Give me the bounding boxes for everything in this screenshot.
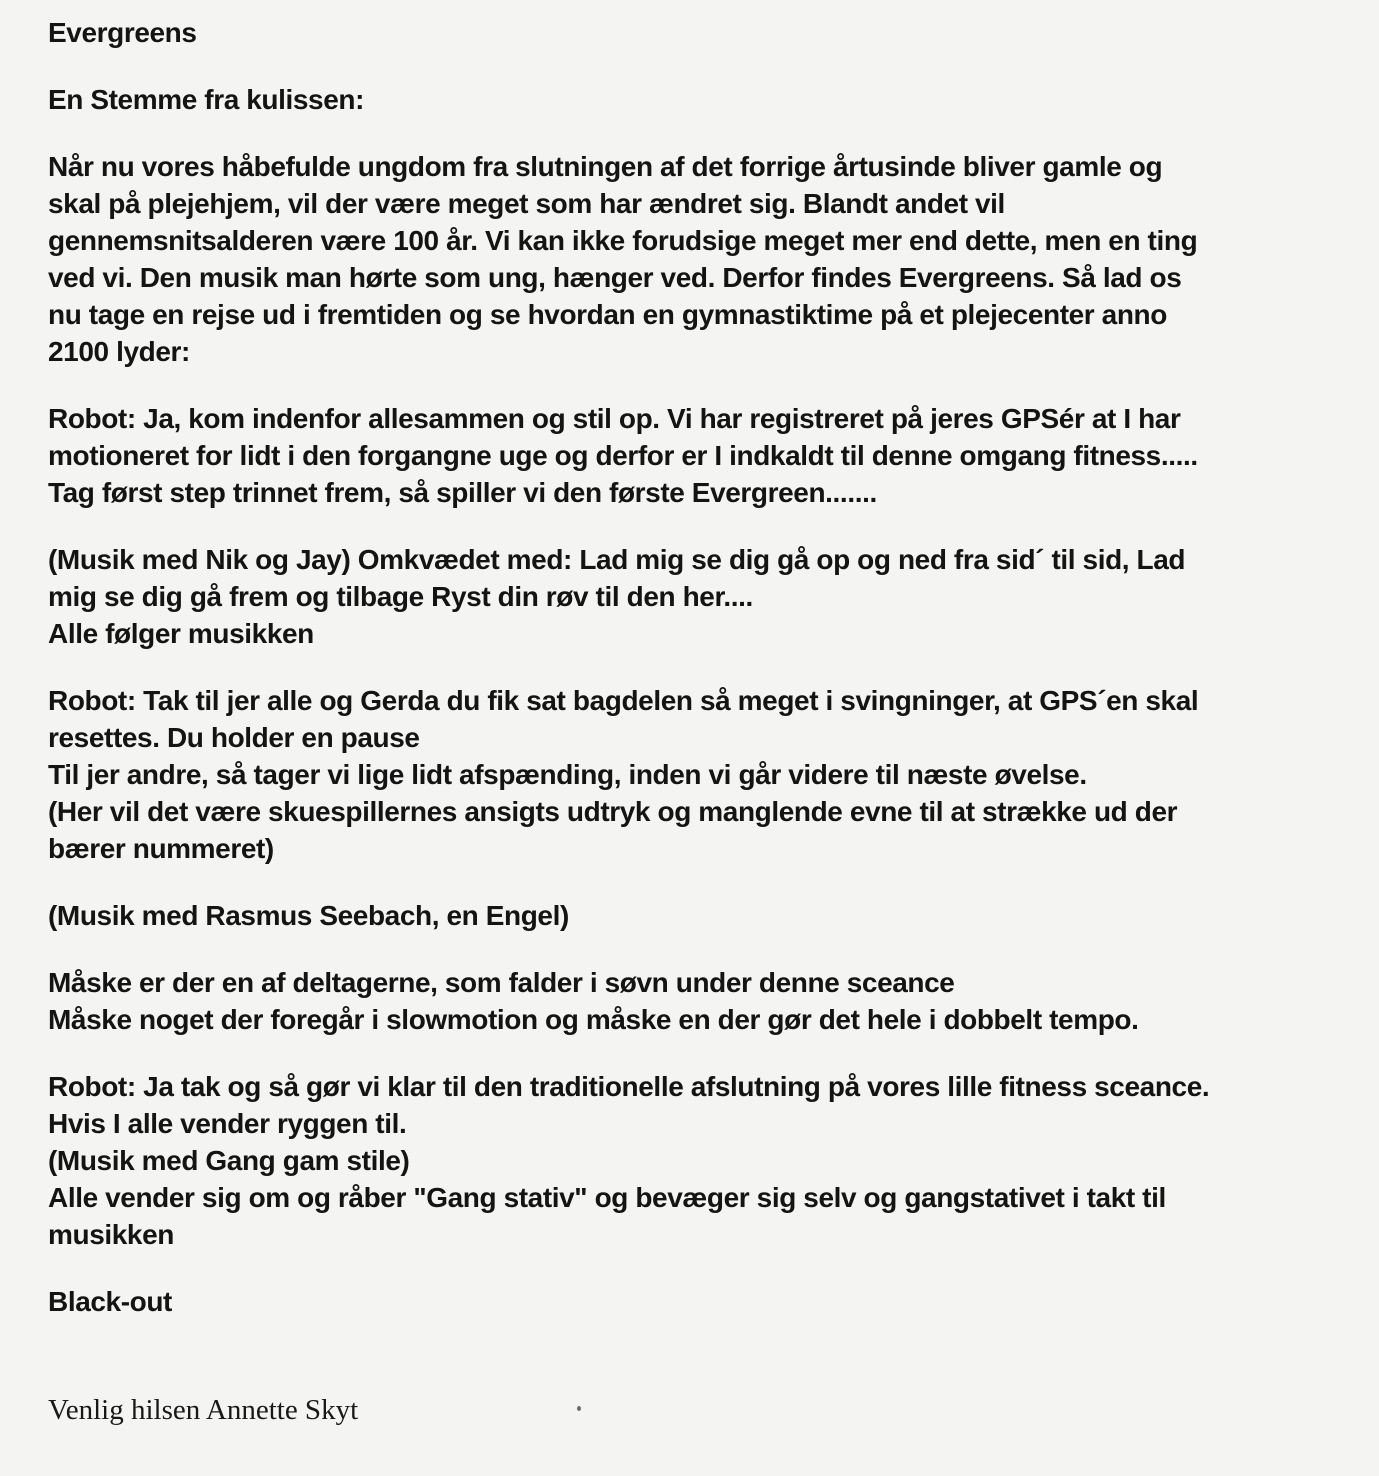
paragraph-1: Når nu vores håbefulde ungdom fra slutningen af det forrige årtusinde bliver gamle og skal på plejehjem, vil der være meget som har ændret sig. Blandt andet vil gennemsnitsalderen være 100 år. Vi kan ikke forudsige meget mer end dette, men en ting ved vi. Den musik man hørte som ung, hænger ved. Derfor findes Evergreens. Så lad os nu tage en rejse ud i fremtiden og se hvordan en gymnastiktime på et plejecenter anno 2100 lyder:: [48, 151, 1198, 367]
voice-heading: En Stemme fra kulissen:: [48, 84, 365, 115]
document-body: [48, 148, 1309, 1320]
signature: Venlig hilsen Annette Skyt: [48, 1394, 359, 1426]
document-title: Evergreens: [48, 17, 197, 48]
paragraph-8: Black-out: [48, 1286, 172, 1317]
paragraph-2: Robot: Ja, kom indenfor allesammen og stil op. Vi har registreret på jeres GPSér at I har motioneret for lidt i den forgangne uge og derfor er I indkaldt til denne omgang fitness..... Tag først step trinnet frem, så spiller vi den første Evergreen.......: [48, 403, 1198, 508]
paragraph-3: (Musik med Nik og Jay) Omkvædet med: Lad mig se dig gå op og ned fra sid´ til sid, Lad mig se dig gå frem og tilbage Ryst din røv til den her.... Alle følger musikken: [48, 544, 1186, 649]
paragraph-7: Robot: Ja tak og så gør vi klar til den traditionelle afslutning på vores lille fitness sceance. Hvis I alle vender ryggen til. (Musik med Gang gam stile) Alle vender sig om og råber "Gang stativ" og bevæger sig selv og gangstativet i takt til musikken: [48, 1071, 1210, 1250]
paragraph-5: (Musik med Rasmus Seebach, en Engel): [48, 900, 569, 931]
paragraph-4: Robot: Tak til jer alle og Gerda du fik sat bagdelen så meget i svingninger, at GPS´en skal resettes. Du holder en pause Til jer andre, så tager vi lige lidt afspænding, inden vi går videre til næste øvelse. (Her vil det være skuespillernes ansigts udtryk og manglende evne til at strække ud der bærer nummeret): [48, 685, 1199, 864]
paragraph-6: Måske er der en af deltagerne, som falder i søvn under denne sceance Måske noget der foregår i slowmotion og måske en der gør det hele i dobbelt tempo.: [48, 967, 1139, 1035]
scan-speck-artifact: [577, 1406, 581, 1411]
